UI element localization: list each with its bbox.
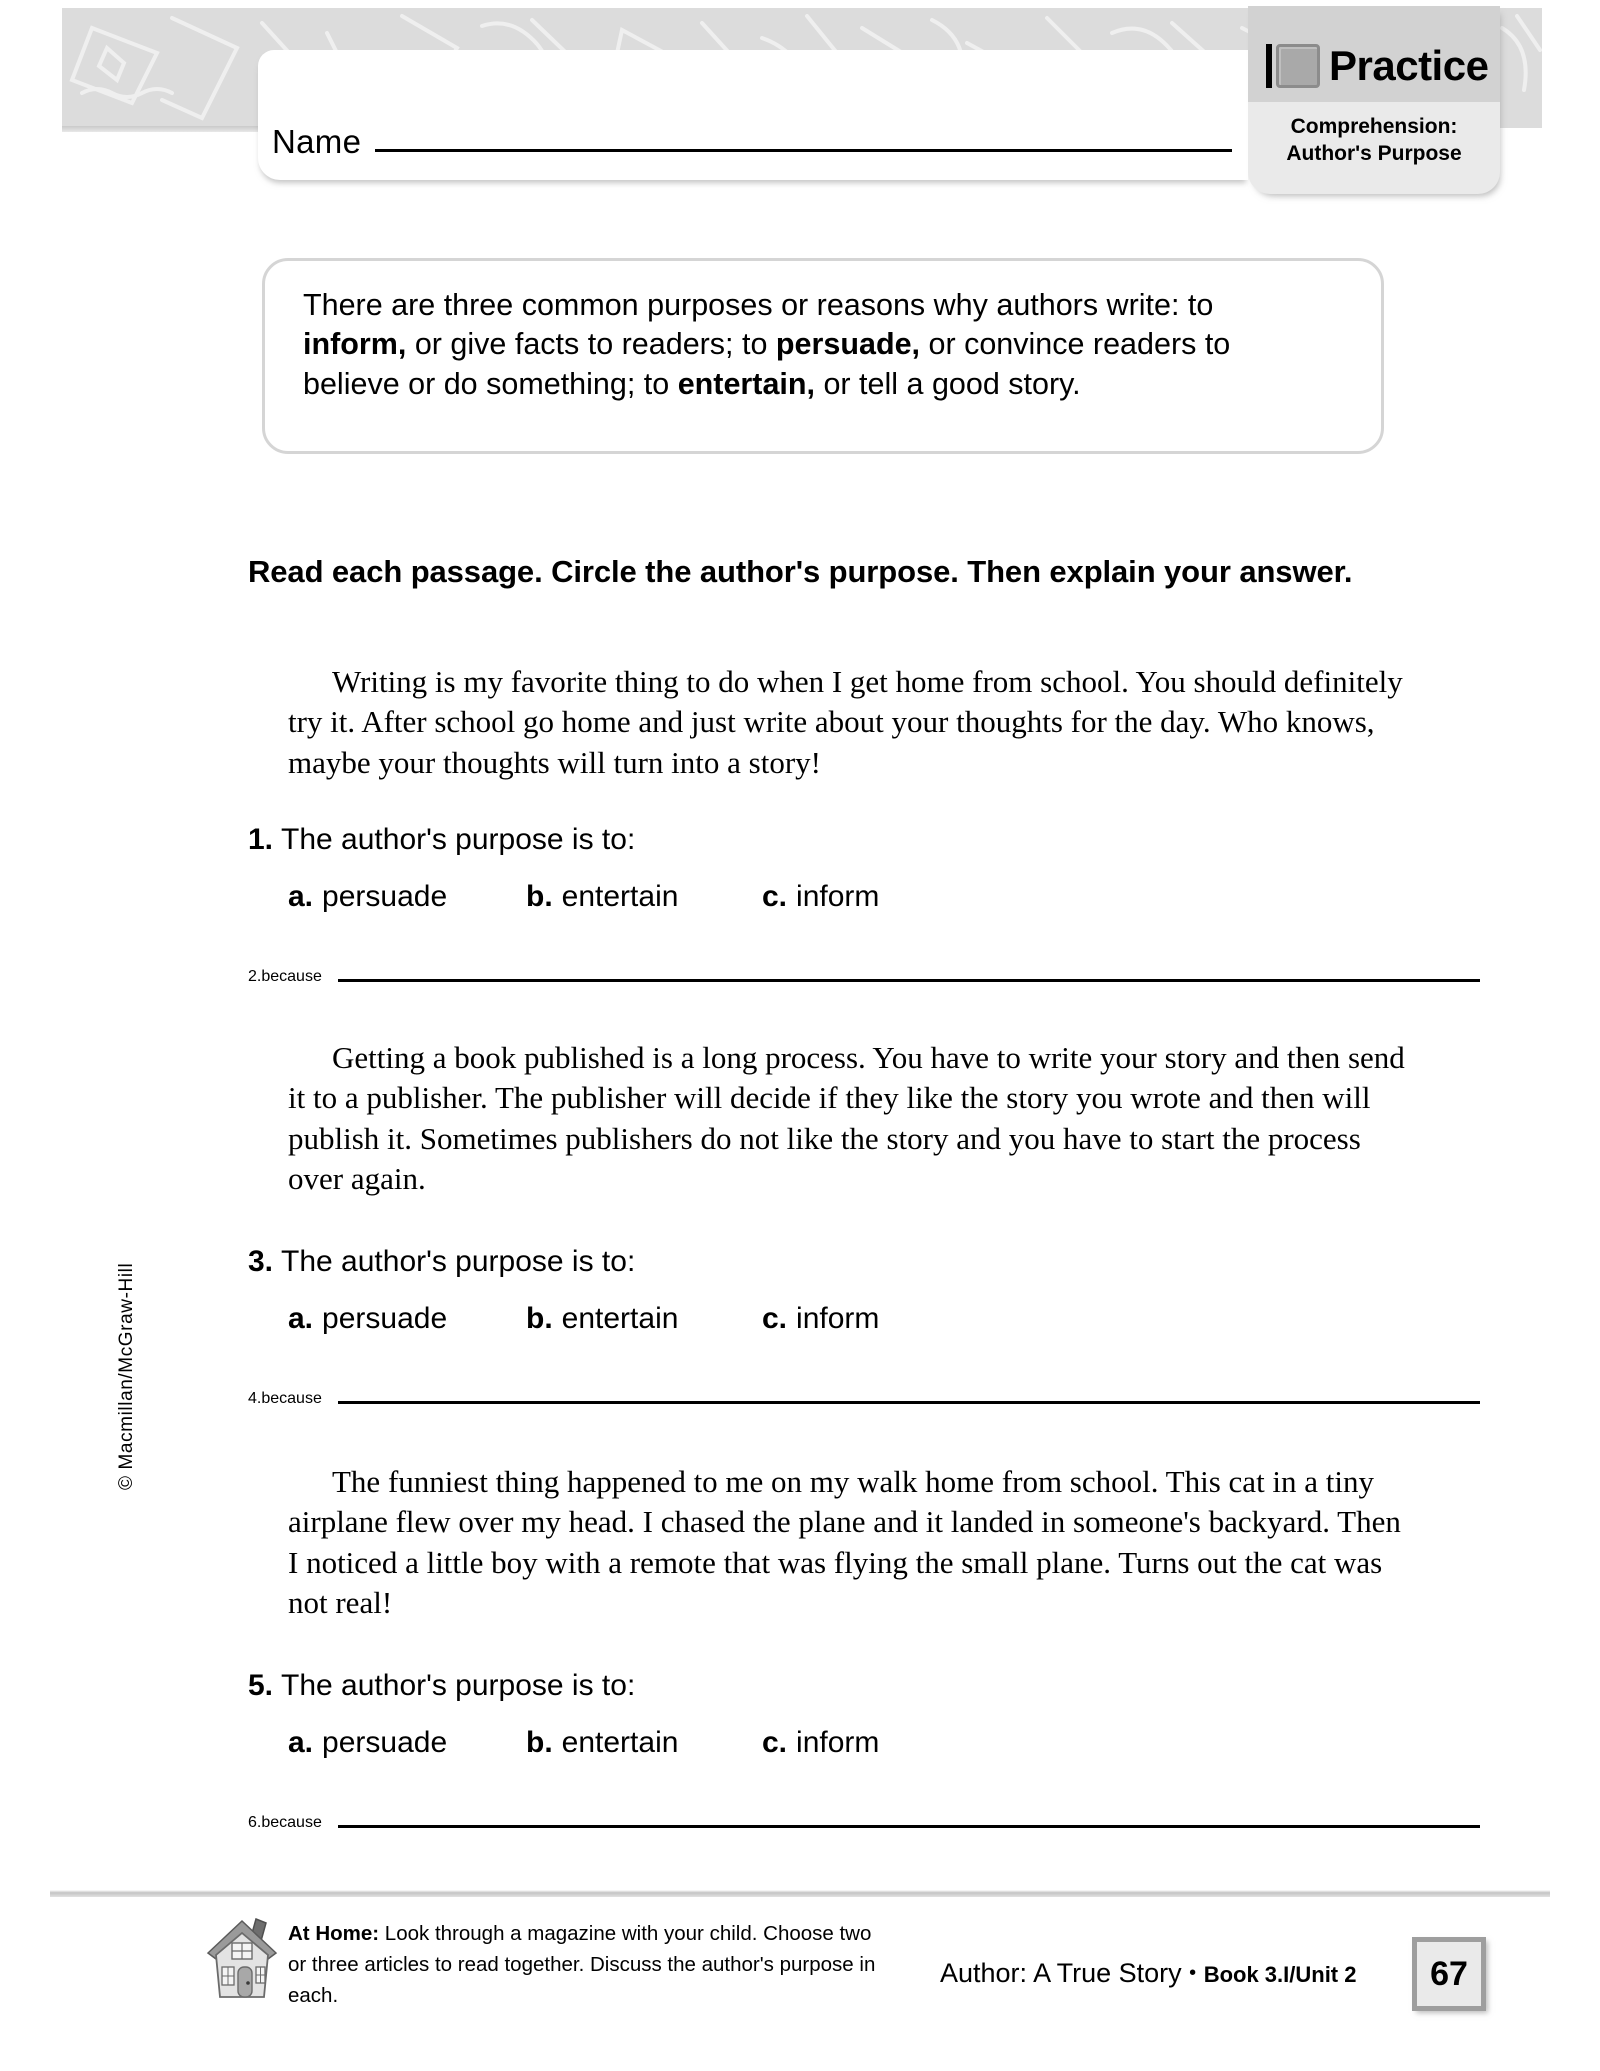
choice-label: entertain (561, 1726, 679, 1759)
choice-b[interactable] (526, 1726, 762, 1760)
question-prompt: The author's purpose is to: (281, 823, 636, 856)
subtitle-line-2: Author's Purpose (1286, 141, 1462, 165)
item-number: 4. (248, 1390, 262, 1407)
at-home-note (288, 1918, 888, 2011)
choice-label: entertain (561, 1302, 679, 1335)
subtitle-line-1: Comprehension: (1290, 115, 1458, 138)
question-prompt-row (248, 1668, 1498, 1704)
choice-b[interactable] (526, 880, 762, 914)
question-prompt: The author's purpose is to: (281, 1669, 636, 1702)
passage-text: Writing is my favorite thing to do when I get home from school. You should definitely try it. After school go home and just write about your thoughts for the day. Who knows, maybe your thoughts will turn into a story! (288, 664, 1403, 780)
because-word: because (261, 968, 322, 985)
choice-label: entertain (561, 880, 679, 913)
answer-choices (288, 880, 1498, 914)
question-prompt: The author's purpose is to: (281, 1245, 636, 1278)
practice-tab (1248, 6, 1500, 194)
choice-letter: c. (762, 1726, 788, 1759)
because-word: because (261, 1390, 322, 1407)
passage-text: The funniest thing happened to me on my walk home from school. This cat in a tiny airplane flew over my head. I chased the plane and it landed in someone's backyard. Then I noticed a little boy with a remote that was flying the small plane. Turns out the cat was not real! (288, 1464, 1401, 1620)
question-prompt-row (248, 1244, 1498, 1280)
choice-label: inform (796, 1302, 880, 1335)
question-number: 5. (248, 1669, 274, 1702)
because-label (248, 1390, 322, 1408)
def-part-3: or convince readers to believe or do something; to (303, 327, 1231, 401)
footer-divider (50, 1890, 1550, 1897)
choice-letter: b. (526, 880, 553, 913)
passage-text: Getting a book published is a long process. You have to write your story and then send it to a publisher. The publisher will decide if they like the story you wrote and then will publish it. Sometimes publishers do not like the story and you have to start the process over again. (288, 1040, 1405, 1196)
choice-c[interactable] (762, 1302, 879, 1336)
answer-write-line[interactable] (338, 1825, 1480, 1828)
choice-letter: c. (762, 880, 788, 913)
question-number: 1. (248, 823, 274, 856)
answer-choices (288, 1302, 1498, 1336)
item-number: 2. (248, 968, 262, 985)
choice-label: inform (796, 1726, 880, 1759)
name-label: Name (272, 123, 362, 160)
choice-a[interactable] (288, 1302, 526, 1336)
def-part-1: There are three common purposes or reasons why authors write: to (303, 288, 1214, 322)
choice-letter: b. (526, 1726, 553, 1759)
choice-label: persuade (322, 1302, 448, 1335)
house-icon (204, 1915, 280, 2006)
definition-text (303, 286, 1313, 404)
def-part-2: or give facts to readers; to (406, 327, 776, 362)
choice-letter: a. (288, 1302, 314, 1335)
at-home-heading: At Home: (288, 1922, 380, 1945)
choice-c[interactable] (762, 880, 879, 914)
name-field-row (272, 125, 1232, 158)
practice-title: Practice (1329, 42, 1489, 89)
copyright-text: © Macmillan/McGraw-Hill (116, 1262, 137, 1490)
because-row (248, 1390, 1480, 1408)
choice-a[interactable] (288, 1726, 526, 1760)
choice-letter: a. (288, 1726, 314, 1759)
footer-title: Author: A True Story (940, 1958, 1182, 1988)
choice-a[interactable] (288, 880, 526, 914)
footer-book: Book 3.I/Unit 2 (1203, 1962, 1357, 1987)
def-part-4: or tell a good story. (814, 366, 1081, 401)
name-card (258, 50, 1248, 180)
question-block (248, 1668, 1498, 1760)
choice-label: persuade (322, 1726, 448, 1759)
square-icon (1276, 44, 1320, 88)
choice-label: inform (796, 880, 880, 913)
at-home-text: Look through a magazine with your child. Choose two or three articles to read together. Discuss the author's purpose in each. (288, 1922, 876, 2008)
choice-label: persuade (322, 880, 448, 913)
bullet-separator: • (1189, 1962, 1197, 1984)
choice-letter: c. (762, 1302, 788, 1335)
page-number-box (1412, 1937, 1486, 2011)
definition-box (262, 258, 1384, 454)
choice-letter: a. (288, 880, 314, 913)
answer-choices (288, 1726, 1498, 1760)
because-label (248, 968, 322, 986)
because-label (248, 1814, 322, 1832)
because-row (248, 968, 1480, 986)
question-prompt-row (248, 822, 1498, 858)
def-bold-persuade: persuade, (775, 327, 921, 362)
item-number: 6. (248, 1814, 262, 1831)
answer-write-line[interactable] (338, 1401, 1480, 1404)
choice-letter: b. (526, 1302, 553, 1335)
question-number: 3. (248, 1245, 274, 1278)
because-row (248, 1814, 1480, 1832)
page-number: 67 (1430, 1954, 1468, 1993)
choice-b[interactable] (526, 1302, 762, 1336)
question-block (248, 1244, 1498, 1336)
vertical-bar-icon (1266, 44, 1272, 88)
question-block (248, 822, 1498, 914)
footer-book-info (940, 1958, 1356, 1989)
practice-title-row (1266, 44, 1488, 88)
def-bold-inform: inform, (303, 327, 407, 362)
answer-write-line[interactable] (338, 979, 1480, 982)
because-word: because (261, 1814, 322, 1831)
def-bold-entertain: entertain, (677, 366, 815, 401)
directions-heading: Read each passage. Circle the author's purpose. Then explain your answer. (248, 554, 1353, 589)
choice-c[interactable] (762, 1726, 879, 1760)
practice-subtitle (1248, 114, 1500, 168)
name-input-line[interactable] (375, 149, 1232, 152)
